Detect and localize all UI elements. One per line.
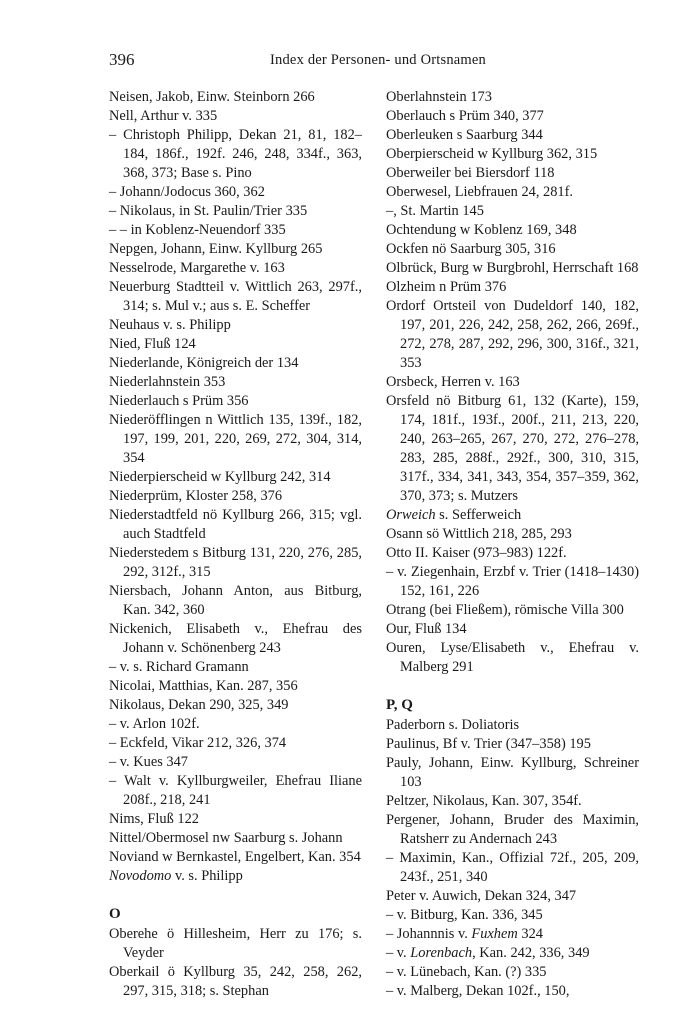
index-entry: Neuerburg Stadtteil v. Wittlich 263, 297f., 314; s. Mul v.; aus s. E. Scheffer: [109, 279, 362, 314]
index-entry: Pauly, Johann, Einw. Kyllburg, Schreiner 103: [386, 755, 639, 790]
index-entry: Niederöfflingen n Wittlich 135, 139f., 182, 197, 199, 201, 220, 269, 272, 304, 314, 354: [109, 412, 362, 466]
index-entry: –, St. Martin 145: [386, 203, 484, 219]
index-entry: Neuhaus v. s. Philipp: [109, 317, 231, 333]
index-entry: Noviand w Bernkastel, Engelbert, Kan. 354: [109, 849, 361, 865]
index-entry: Niederlande, Königreich der 134: [109, 355, 299, 371]
index-entry-italic-term: Lorenbach: [410, 945, 473, 961]
index-section-heading: O: [109, 906, 121, 922]
index-entry: Nickenich, Elisabeth v., Ehefrau des Johann v. Schönenberg 243: [109, 621, 362, 656]
index-entry: Niederpierscheid w Kyllburg 242, 314: [109, 469, 331, 485]
page-number: 396: [109, 50, 135, 69]
index-entry: Nicolai, Matthias, Kan. 287, 356: [109, 678, 298, 694]
index-entry: Oberlauch s Prüm 340, 377: [386, 108, 544, 124]
index-entry: Olbrück, Burg w Burgbrohl, Herrschaft 168: [386, 260, 639, 276]
index-entry: Ouren, Lyse/Elisabeth v., Ehefrau v. Malberg 291: [386, 640, 639, 675]
index-entry: Oberleuken s Saarburg 344: [386, 127, 543, 143]
index-entry: Oberlahnstein 173: [386, 89, 492, 105]
index-entry: Nell, Arthur v. 335: [109, 108, 218, 124]
index-entry: Niederstadtfeld nö Kyllburg 266, 315; vgl. auch Stadtfeld: [109, 507, 362, 542]
index-entry: Oberwesel, Liebfrauen 24, 281f.: [386, 184, 574, 200]
index-entry: – – in Koblenz-Neuendorf 335: [109, 222, 286, 238]
index-entry: Neisen, Jakob, Einw. Steinborn 266: [109, 89, 315, 105]
index-entry: – Eckfeld, Vikar 212, 326, 374: [109, 735, 287, 751]
index-entry: [386, 925, 639, 944]
index-entry-text: – Johannnis v.: [386, 926, 472, 942]
index-entry: Ockfen nö Saarburg 305, 316: [386, 241, 556, 257]
index-entry: Orsfeld nö Bitburg 61, 132 (Karte), 159, 174, 181f., 193f., 200f., 211, 213, 220, 240, 263–265, 267, 270, 272, 276–278, 283, 285, 288f., 292f., 300, 310, 315, 317f., 334, 341, 343, 354, 357–359, 362, 370, 373; s. Mutzers: [386, 393, 639, 504]
index-entry: – v. Kues 347: [109, 754, 189, 770]
index-entry: Nims, Fluß 122: [109, 811, 199, 827]
index-entry: Paderborn s. Doliatoris: [386, 717, 520, 733]
index-entry: Oberehe ö Hillesheim, Herr zu 176; s. Veyder: [109, 926, 362, 961]
index-entry: Nittel/Obermosel nw Saarburg s. Johann: [109, 830, 343, 846]
index-entry: Pergener, Johann, Bruder des Maximin, Ratsherr zu Andernach 243: [386, 812, 639, 847]
index-entry: Paulinus, Bf v. Trier (347–358) 195: [386, 736, 591, 752]
running-head: Index der Personen- und Ortsnamen: [270, 52, 486, 68]
index-entry: Oberpierscheid w Kyllburg 362, 315: [386, 146, 598, 162]
index-entry-italic-term: Novodomo: [109, 868, 172, 884]
index-entry-italic-term: Fuxhem: [471, 926, 518, 942]
index-entry: [109, 867, 362, 886]
index-entry: – Johann/Jodocus 360, 362: [109, 184, 265, 200]
index-entry: – Nikolaus, in St. Paulin/Trier 335: [109, 203, 308, 219]
index-entry: Our, Fluß 134: [386, 621, 467, 637]
index-entry: Oberweiler bei Biersdorf 118: [386, 165, 555, 181]
index-entry: – Maximin, Kan., Offizial 72f., 205, 209, 243f., 251, 340: [386, 850, 639, 885]
index-entry: – v. Lünebach, Kan. (?) 335: [386, 964, 547, 980]
index-entry-text: s. Sefferweich: [435, 507, 522, 523]
index-entry: Nikolaus, Dekan 290, 325, 349: [109, 697, 289, 713]
index-column-right: [386, 88, 639, 1001]
index-entry: Niersbach, Johann Anton, aus Bitburg, Kan. 342, 360: [109, 583, 362, 618]
index-entry-italic-term: Orweich: [386, 507, 436, 523]
index-entry: Ordorf Ortsteil von Dudeldorf 140, 182, 197, 201, 226, 242, 258, 262, 266, 269f., 272, 278, 287, 292, 296, 300, 316f., 321, 353: [386, 298, 639, 371]
index-entry: – Christoph Philipp, Dekan 21, 81, 182–184, 186f., 192f. 246, 248, 334f., 363, 368, 373; Base s. Pino: [109, 127, 362, 181]
index-entry: Nesselrode, Margarethe v. 163: [109, 260, 285, 276]
index-entry: Otto II. Kaiser (973–983) 122f.: [386, 545, 567, 561]
index-entry: Peltzer, Nikolaus, Kan. 307, 354f.: [386, 793, 582, 809]
index-entry: Nied, Fluß 124: [109, 336, 196, 352]
index-entry: Orsbeck, Herren v. 163: [386, 374, 520, 390]
index-entry: – v. Arlon 102f.: [109, 716, 200, 732]
index-entry: Ochtendung w Koblenz 169, 348: [386, 222, 577, 238]
index-entry: Niederlauch s Prüm 356: [109, 393, 249, 409]
index-entry: Osann sö Wittlich 218, 285, 293: [386, 526, 572, 542]
index-column-left: [109, 88, 362, 1001]
index-entry: Olzheim n Prüm 376: [386, 279, 507, 295]
index-entry-text: – v.: [386, 945, 411, 961]
index-entry-text: 324: [517, 926, 543, 942]
index-entry: Otrang (bei Fließem), römische Villa 300: [386, 602, 624, 618]
index-entry: Oberkail ö Kyllburg 35, 242, 258, 262, 297, 315, 318; s. Stephan: [109, 964, 362, 999]
index-entry: – v. Malberg, Dekan 102f., 150,: [386, 983, 570, 999]
index-entry: Niederprüm, Kloster 258, 376: [109, 488, 283, 504]
index-entry: Nepgen, Johann, Einw. Kyllburg 265: [109, 241, 323, 257]
index-entry: [386, 944, 639, 963]
index-entry: – v. s. Richard Gramann: [109, 659, 249, 675]
index-entry: – v. Bitburg, Kan. 336, 345: [386, 907, 543, 923]
index-entry-text: , Kan. 242, 336, 349: [472, 945, 590, 961]
index-entry: [386, 506, 639, 525]
index-entry: – Walt v. Kyllburgweiler, Ehefrau Iliane 208f., 218, 241: [109, 773, 362, 808]
index-entry: Niederlahnstein 353: [109, 374, 226, 390]
index-section-heading: P, Q: [386, 697, 413, 713]
index-entry: Niederstedem s Bitburg 131, 220, 276, 285, 292, 312f., 315: [109, 545, 362, 580]
index-entry: – v. Ziegenhain, Erzbf v. Trier (1418–1430) 152, 161, 226: [386, 564, 639, 599]
index-entry-text: v. s. Philipp: [171, 868, 243, 884]
index-entry: Peter v. Auwich, Dekan 324, 347: [386, 888, 577, 904]
